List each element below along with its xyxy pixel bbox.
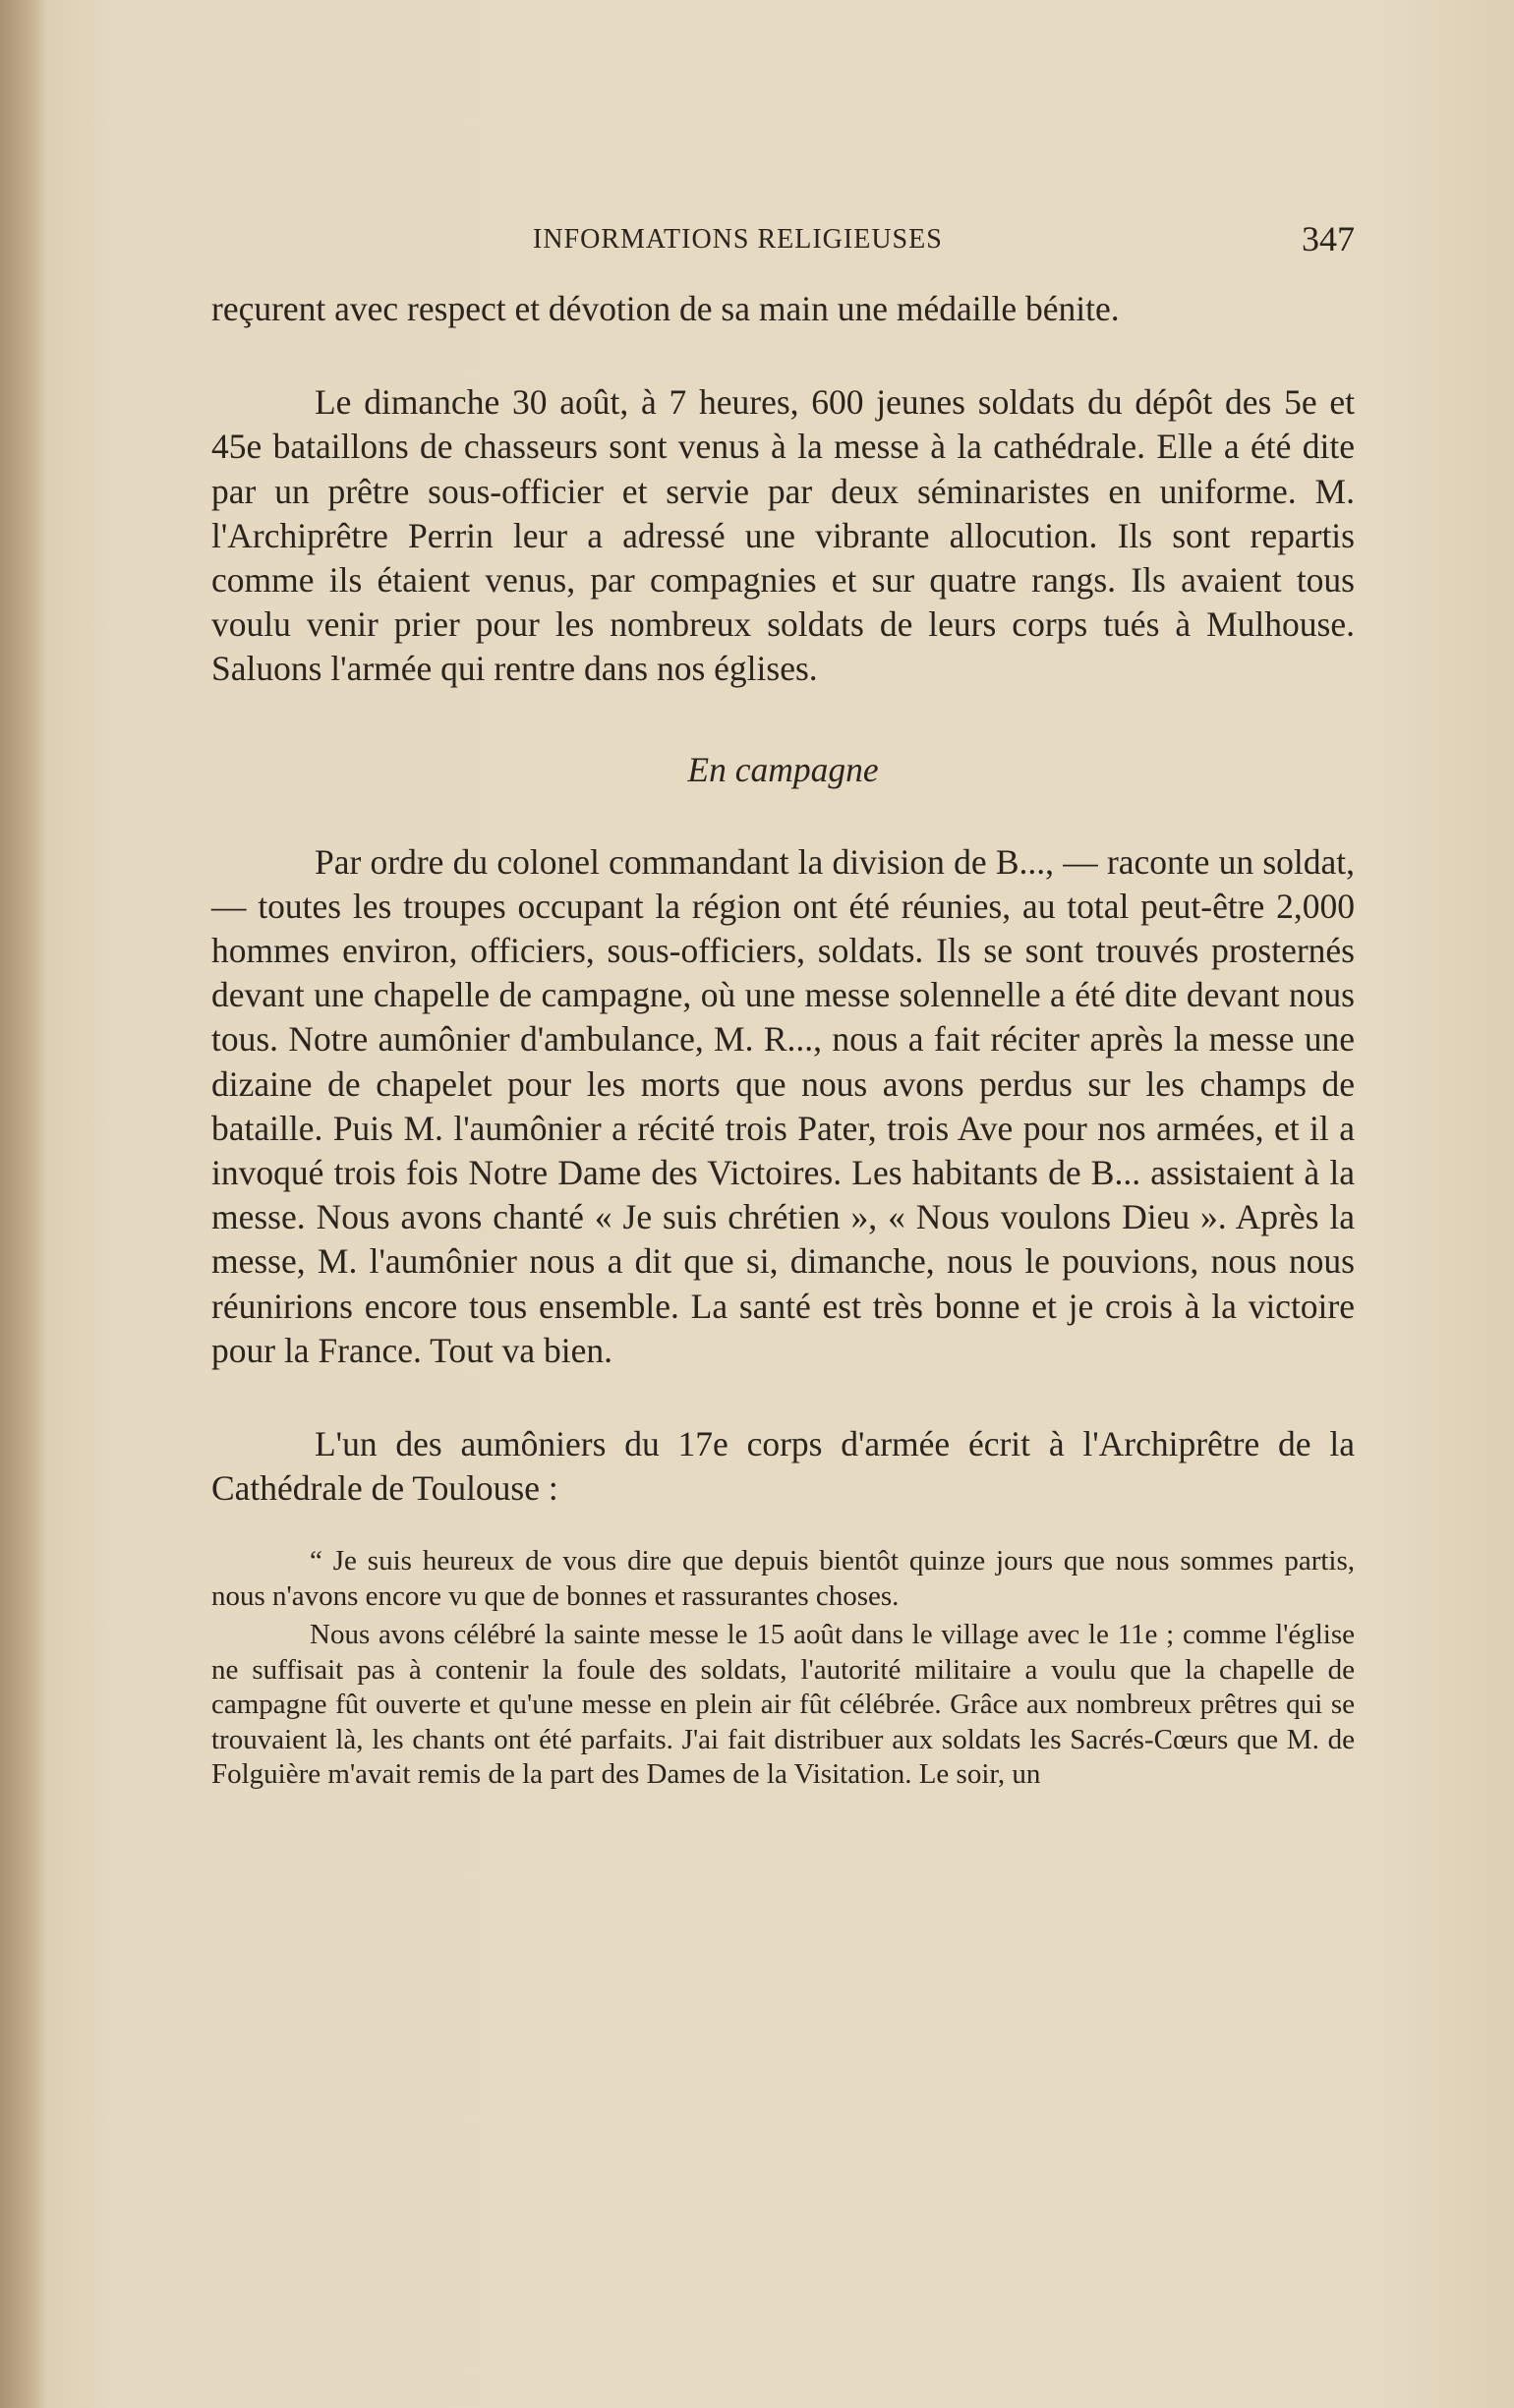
section-subheading: En campagne [687, 749, 879, 789]
quote-paragraph-1: “ Je suis heureux de vous dire que depuis bientôt quinze jours que nous sommes partis, nous n'avons encore vu que de bonnes et rassurantes choses. [211, 1545, 1355, 1612]
paragraph-continuation: reçurent avec respect et dévotion de sa main une médaille bénite. [211, 289, 1120, 328]
quote-paragraph-2: Nous avons célébré la sainte messe le 15 août dans le village avec le 11e ; comme l'église ne suffisait pas à contenir la foule des soldats, l'autorité militaire a voulu que la chapelle de campagne fût ouverte et qu'une messe en plein air fût célébrée. Grâce aux nombreux prêtres qui se trouvaient là, les chants ont été parfaits. J'ai fait distribuer aux soldats les Sacrés-Cœurs que M. de Folguière m'avait remis de la part des Dames de la Visitation. Le soir, un [211, 1619, 1355, 1791]
paragraph-chaplain-letter-intro: L'un des aumôniers du 17e corps d'armée écrit à l'Archiprêtre de la Cathédrale de Toulouse : [211, 1424, 1355, 1509]
quoted-letter [211, 1544, 1355, 1793]
page-gutter-shadow [0, 0, 47, 2408]
paragraph-field-mass: Par ordre du colonel commandant la division de B..., — raconte un soldat, — toutes les troupes occupant la région ont été réunies, au total peut-être 2,000 hommes environ, officiers, sous-officiers, soldats. Ils se sont trouvés prosternés devant une chapelle de campagne, où une messe solennelle a été dite devant nous tous. Notre aumônier d'ambulance, M. R..., nous a fait réciter après la messe une dizaine de chapelet pour les morts que nous avons perdus sur les champs de bataille. Puis M. l'aumônier a récité trois Pater, trois Ave pour nos armées, et il a invoqué trois fois Notre Dame des Victoires. Les habitants de B... assistaient à la messe. Nous avons chanté « Je suis chrétien », « Nous voulons Dieu ». Après la messe, M. l'aumônier nous a dit que si, dimanche, nous le pouvions, nous nous réunirions encore tous ensemble. La santé est très bonne et je crois à la victoire pour la France. Tout va bien. [211, 841, 1355, 1370]
page-number: 347 [1302, 219, 1355, 258]
running-title: INFORMATIONS RELIGIEUSES [533, 224, 943, 255]
text-column [211, 218, 1355, 2223]
paragraph-cathedral-mass: Le dimanche 30 août, à 7 heures, 600 jeunes soldats du dépôt des 5e et 45e bataillons de chasseurs sont venus à la messe à la cathédrale. Elle a été dite par un prêtre sous-officier et servie par deux séminaristes en uniforme. M. l'Archiprêtre Perrin leur a adressé une vibrante allocution. Ils sont repartis comme ils étaient venus, par compagnies et sur quatre rangs. Ils avaient tous voulu venir prier pour les nombreux soldats de leurs corps tués à Mulhouse. Saluons l'armée qui rentre dans nos églises. [211, 382, 1355, 689]
running-header [211, 218, 1355, 277]
